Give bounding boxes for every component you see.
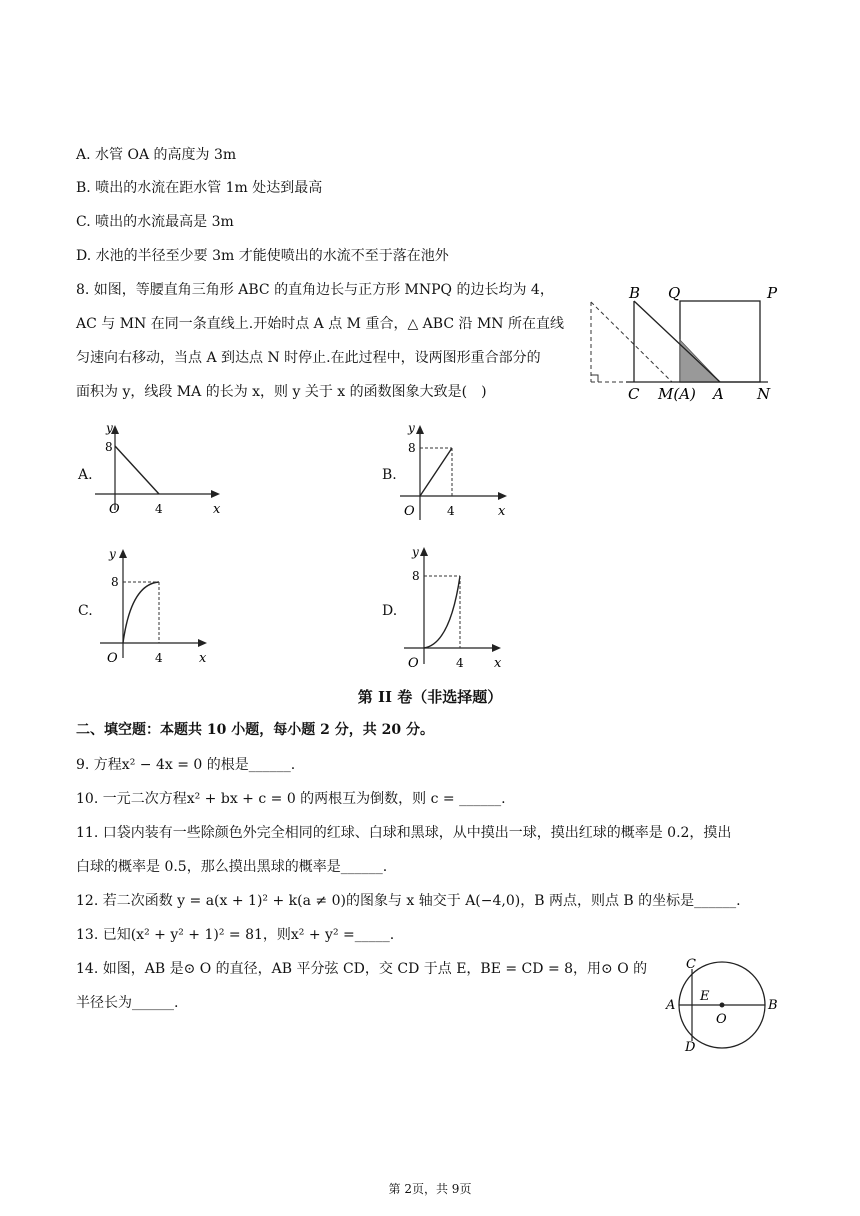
q11-line2: 白球的概率是 0.5，那么摸出黑球的概率是______. (76, 859, 388, 875)
q8-graph-a (95, 420, 235, 520)
q8-line2: AC 与 MN 在同一条直线上.开始时点 A 点 M 重合，△ ABC 沿 MN 所在直线 (76, 316, 564, 332)
q8-option-c-label: C. (78, 603, 93, 619)
fill-in-heading: 二、填空题：本题共 10 小题，每小题 2 分，共 20 分。 (76, 722, 434, 738)
q8-graph-d-eight: 8 (412, 569, 420, 583)
q7-option-d: D. 水池的半径至少要 3m 才能使喷出的水流不至于落在池外 (76, 248, 449, 264)
q8-option-d-label: D. (382, 603, 398, 619)
q14-circle-figure (660, 955, 785, 1055)
q8-graph-a-four: 4 (155, 502, 163, 516)
q14-line2: 半径长为______. (76, 995, 179, 1011)
q7-option-b: B. 喷出的水流在距水管 1m 处达到最高 (76, 180, 323, 196)
q8-graph-c-x: x (199, 651, 207, 666)
q8-option-b-label: B. (382, 467, 397, 483)
q14-label-a: A (666, 998, 676, 1013)
q8-label-a: A (713, 385, 724, 403)
q12: 12. 若二次函数 y = a(x + 1)² + k(a ≠ 0)的图象与 x 轴交于 A(−4,0)，B 两点，则点 B 的坐标是______. (76, 893, 741, 909)
q8-label-n: N (757, 385, 771, 403)
q14-label-o: O (716, 1012, 727, 1027)
q8-graph-a-y: y (106, 421, 113, 435)
q9: 9. 方程x² − 4x = 0 的根是______. (76, 757, 296, 773)
q8-graph-b-four: 4 (447, 504, 455, 518)
q8-graph-d-four: 4 (456, 656, 464, 670)
q8-graph-d-x: x (494, 656, 502, 671)
q14-line1: 14. 如图，AB 是⊙ O 的直径，AB 平分弦 CD，交 CD 于点 E，BE = CD = 8，用⊙ O 的 (76, 961, 648, 977)
q8-line4: 面积为 y，线段 MA 的长为 x，则 y 关于 x 的函数图象大致是( ) (76, 384, 487, 400)
q8-graph-d-y: y (412, 545, 419, 559)
q8-graph-a-eight: 8 (105, 440, 113, 454)
q8-label-m: M(A) (658, 385, 696, 403)
q7-option-c: C. 喷出的水流最高是 3m (76, 214, 234, 230)
q8-graph-c-four: 4 (155, 651, 163, 665)
q8-label-c: C (628, 385, 640, 403)
q10: 10. 一元二次方程x² + bx + c = 0 的两根互为倒数，则 c = ______. (76, 791, 506, 807)
q14-label-c: C (686, 957, 696, 972)
q8-graph-a-x: x (213, 502, 221, 517)
q8-graph-c-eight: 8 (111, 575, 119, 589)
q8-graph-c (95, 544, 225, 664)
q8-graph-d-origin: O (408, 656, 419, 671)
q8-graph-c-origin: O (107, 651, 118, 666)
q8-line1: 8. 如图，等腰直角三角形 ABC 的直角边长与正方形 MNPQ 的边长均为 4， (76, 282, 554, 298)
q8-graph-b-eight: 8 (408, 441, 416, 455)
q13: 13. 已知(x² + y² + 1)² = 81，则x² + y² =_____. (76, 927, 395, 943)
q11-line1: 11. 口袋内装有一些除颜色外完全相同的红球、白球和黑球，从中摸出一球，摸出红球的概率是 0.2，摸出 (76, 825, 732, 841)
q8-graph-c-y: y (109, 547, 116, 561)
q8-triangle-square-figure (586, 282, 786, 407)
q14-label-b: B (768, 998, 778, 1013)
q8-label-p: P (767, 284, 778, 302)
q8-graph-b-y: y (408, 421, 415, 435)
q8-graph-b-origin: O (404, 504, 415, 519)
q8-graph-d (400, 540, 520, 671)
q8-graph-a-origin: O (109, 502, 120, 517)
q8-label-b: B (629, 284, 641, 302)
q14-label-e: E (700, 989, 710, 1004)
q8-line3: 匀速向右移动，当点 A 到达点 N 时停止.在此过程中，设两图形重合部分的 (76, 350, 541, 366)
q8-graph-b-x: x (498, 504, 506, 519)
q7-option-a: A. 水管 OA 的高度为 3m (76, 147, 237, 163)
page-footer: 第 2页，共 9页 (388, 1182, 472, 1196)
q14-label-d: D (685, 1040, 696, 1055)
q8-graph-b (400, 420, 520, 520)
q8-label-q: Q (668, 284, 681, 302)
section-ii-title: 第 II 卷（非选择题） (357, 688, 503, 706)
q8-option-a-label: A. (78, 467, 93, 483)
